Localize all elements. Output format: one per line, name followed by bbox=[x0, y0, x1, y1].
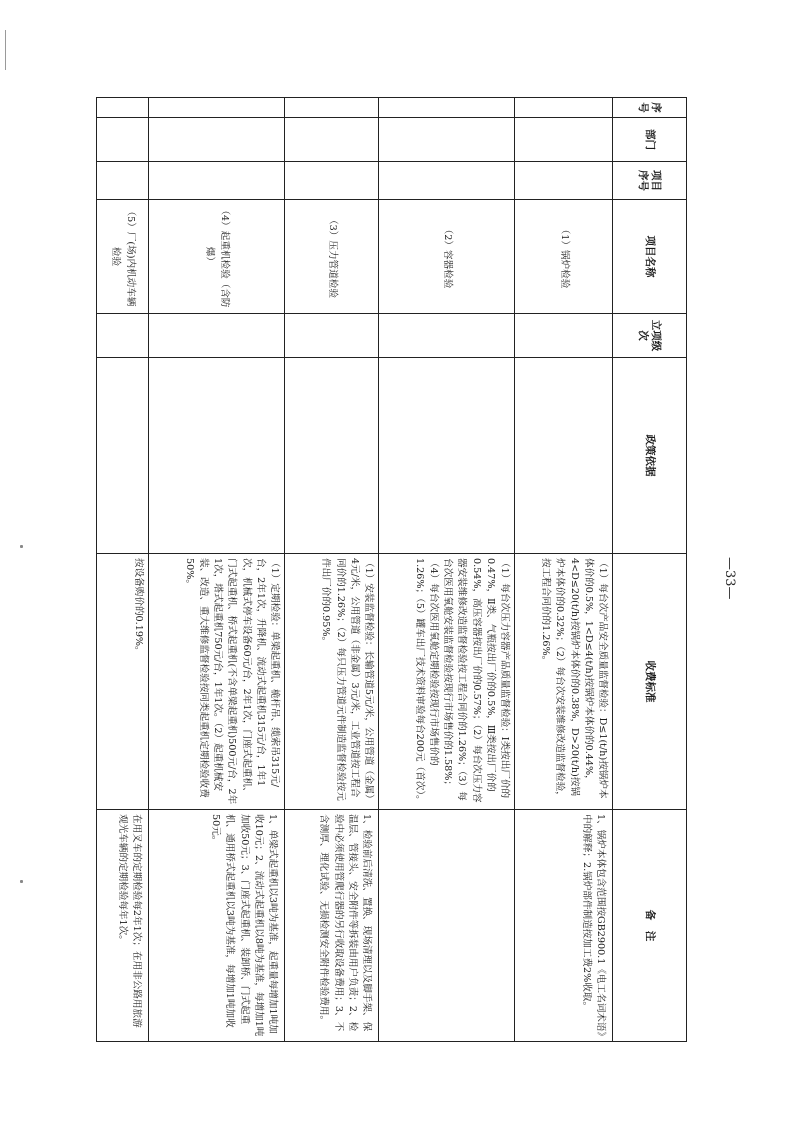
cell-dept bbox=[97, 118, 149, 162]
cell-item-no bbox=[149, 162, 285, 200]
table-row bbox=[515, 98, 613, 1042]
cell-standard: （1）定期检验：单梁起重机、桅杆吊、缆索吊315元/台，2年1次，升降机、流动式起重机315元/台，1年1次，机械式停车设备60元/台，2年1次，门座式起重机、门式起重机、桥式起重机(不含单梁起重机)500元/台，2年1次，塔式起重机750元/台，1年1次。（2）起重机械安装、改造、重大维修监督检验按同类起重机定期检验收费50%。 bbox=[149, 554, 285, 810]
cell-seq bbox=[149, 98, 285, 118]
cell-remark: 1、检验前后清洗、置换、现场清理以及脚手架、保温层、管接头、安全附件等拆装由用户负责；2、检验中必须使用管爬行器的另行收取设备费用；3、不含测厚、理化试验、无损检测安全附件检验费用。 bbox=[285, 810, 379, 1042]
cell-seq bbox=[379, 98, 515, 118]
cell-level bbox=[379, 314, 515, 358]
cell-standard: （1）每台次压力容器产品质量监督检验：Ⅰ类按出厂价的0.47%，Ⅱ类、气瓶按出厂价的0.5%，Ⅲ类按出厂价的0.54%，高压容器按出厂价的0.57%；（2）每台次压力容器安装维修改造监督检验按工程合同价的1.26%；（3）每台次医用氧舱安装监督检验按现行市场售价的1.58%；（4）每台次医用氧舱定期检验按现行市场售价的1.26%；（5）罐车出厂技术资料审验每台200元（首次）。 bbox=[379, 554, 515, 810]
cell-item-no bbox=[285, 162, 379, 200]
table-header-row bbox=[613, 98, 687, 1042]
page-number: —33— bbox=[722, 556, 737, 600]
fee-standard-table bbox=[96, 97, 687, 1042]
cell-item-no bbox=[97, 162, 149, 200]
cell-item-name: （3）压力管道检验 bbox=[285, 200, 379, 314]
rotated-fee-table-wrapper bbox=[97, 97, 687, 1041]
scan-dot bbox=[20, 545, 23, 548]
cell-standard: （1）安装监督检验：长输管道5元/米，公用管道（金属）4元/米，公用管道（非金属）3元/米，工业管道按工程合同价的1.26%；（2）每只压力管道元件制造监督检验按元件出厂价的0.95%。 bbox=[285, 554, 379, 810]
cell-remark: 1、单梁式起重机以3吨为基准，起重量每增加1吨加收10元；2、流动式起重机以8吨为基准，每增加1吨加收50元；3、门座式起重机、装卸桥、门式起重机、通用桥式起重机以3吨为基准，每增加1吨加收50元。 bbox=[149, 810, 285, 1042]
cell-item-no bbox=[379, 162, 515, 200]
cell-dept bbox=[379, 118, 515, 162]
cell-standard: 按设备购价的0.19%。 bbox=[97, 554, 149, 810]
header-dept: 部门 bbox=[613, 118, 687, 162]
scan-mark bbox=[5, 30, 6, 70]
header-policy: 政策依据 bbox=[613, 358, 687, 554]
cell-policy bbox=[379, 358, 515, 554]
table-row bbox=[149, 98, 285, 1042]
cell-standard: （1）每台次产品安全质量监督检验：D≤1(t/h)按锅炉本体价的0.5%，1<D≤4(t/h)按锅炉本体价的0.44%，4<D≤20(t/h)按锅炉本体价的0.38%，D>20(t/h)按锅炉本体价的0.32%；（2）每台次安装维修改造监督检验，按工程合同价的1.26%。 bbox=[515, 554, 613, 810]
cell-policy bbox=[97, 358, 149, 554]
header-level: 立项级次 bbox=[613, 314, 687, 358]
cell-policy bbox=[285, 358, 379, 554]
header-item-no: 项目序号 bbox=[613, 162, 687, 200]
cell-dept bbox=[285, 118, 379, 162]
table-row bbox=[97, 98, 149, 1042]
cell-seq bbox=[515, 98, 613, 118]
cell-item-name: （4）起重机检验（含防爆） bbox=[149, 200, 285, 314]
cell-policy bbox=[149, 358, 285, 554]
header-seq: 序号 bbox=[613, 98, 687, 118]
table-row bbox=[285, 98, 379, 1042]
cell-level bbox=[515, 314, 613, 358]
cell-remark: 在用叉车的定期检验每2年1次；在用非公路用旅游观光车辆的定期检验每年1次。 bbox=[97, 810, 149, 1042]
cell-level bbox=[285, 314, 379, 358]
cell-remark: 1、锅炉本体包含范围按GB2900.1《电工名词术语》中的解释；2.锅炉部件制造按加工费2%收取。 bbox=[515, 810, 613, 1042]
cell-level bbox=[149, 314, 285, 358]
cell-item-name: （5）厂(场)内机动车辆检验 bbox=[97, 200, 149, 314]
cell-policy bbox=[515, 358, 613, 554]
cell-item-name: （2）容器检验 bbox=[379, 200, 515, 314]
scan-dot bbox=[20, 880, 23, 883]
header-remark: 备 注 bbox=[613, 810, 687, 1042]
cell-seq bbox=[97, 98, 149, 118]
cell-level bbox=[97, 314, 149, 358]
cell-seq bbox=[285, 98, 379, 118]
header-item-name: 项目名称 bbox=[613, 200, 687, 314]
header-standard: 收费标准 bbox=[613, 554, 687, 810]
cell-item-no bbox=[515, 162, 613, 200]
cell-dept bbox=[149, 118, 285, 162]
table-row bbox=[379, 98, 515, 1042]
cell-item-name: （1）锅炉检验 bbox=[515, 200, 613, 314]
cell-dept bbox=[515, 118, 613, 162]
cell-remark bbox=[379, 810, 515, 1042]
